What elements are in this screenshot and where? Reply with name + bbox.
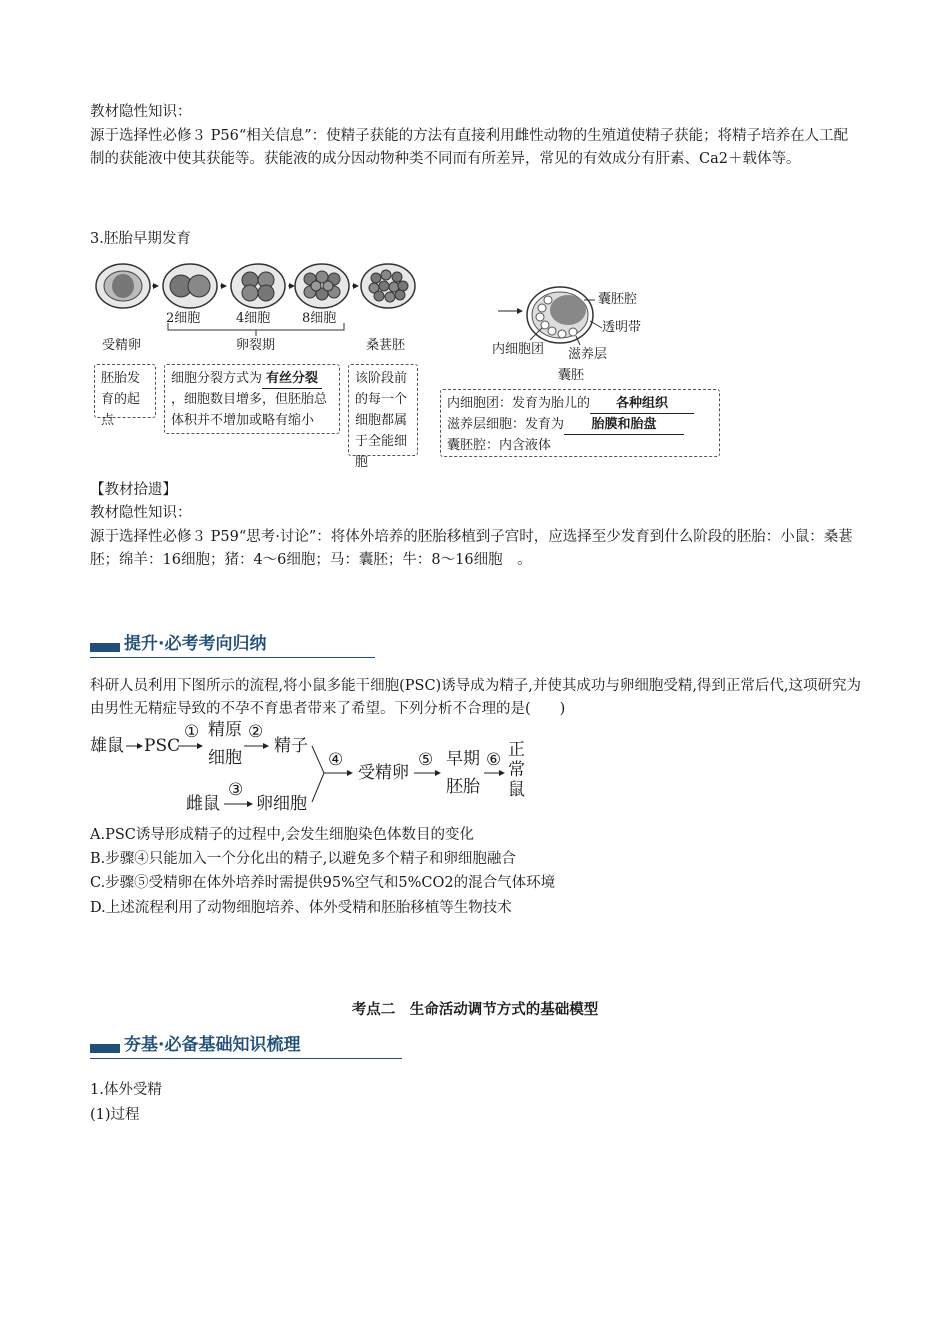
label-4-cell: 4细胞 [236, 311, 271, 326]
blasto-line3: 囊胚腔：内含液体 [447, 438, 552, 453]
flow-step-2: ② [248, 722, 264, 742]
label-cleavage: 卵裂期 [236, 338, 276, 353]
label-zona-pellucida: 透明带 [602, 320, 642, 335]
banner-improve-text: 提升·必考考向归纳 [124, 634, 267, 654]
flow-egg-cell: 卵细胞 [256, 794, 307, 814]
box-morula-text: 该阶段前的每一个细胞都属于全能细胞 [355, 371, 408, 470]
label-2-cell: 2细胞 [166, 311, 201, 326]
option-b: B.步骤④只能加入一个分化出的精子,以避免多个精子和卵细胞融合 [90, 851, 516, 867]
question-stem: 科研人员利用下图所示的流程,将小鼠多能干细胞(PSC)诱导成为精子,并使其成功与卵细胞受精,得到正常后代,这项研究为由男性无精症导致的不孕不育患者带来了希望。下列分析不合理的是( ) [90, 678, 862, 717]
flow-zygote: 受精卵 [358, 763, 409, 783]
flow-step-6: ⑥ [486, 750, 502, 770]
box-cleavage [164, 364, 340, 434]
textbook-supplement-title: 【教材拾遗】 [90, 482, 177, 498]
answer-mitosis: 有丝分裂 [262, 370, 322, 389]
answer-tissues: 各种组织 [590, 395, 694, 414]
flow-diagram [90, 718, 530, 818]
label-blastocoel: 囊胚腔 [598, 292, 638, 307]
option-a: A.PSC诱导形成精子的过程中,会发生细胞染色体数目的变化 [90, 827, 474, 843]
banner-foundation-text: 夯基·必备基础知识梳理 [124, 1035, 301, 1055]
heading-embryo-development: 3.胚胎早期发育 [90, 231, 191, 247]
hidden-knowledge-label: 教材隐性知识： [90, 104, 192, 120]
embryo-development-diagram [90, 258, 730, 468]
flow-spermatogonia-2: 细胞 [208, 748, 242, 768]
hidden-knowledge-label-2: 教材隐性知识： [90, 505, 192, 521]
label-fertilized-egg: 受精卵 [102, 338, 142, 353]
flow-step-1: ① [184, 722, 200, 742]
item-ivf-process: (1)过程 [90, 1107, 140, 1123]
answer-membranes-placenta: 胎膜和胎盘 [564, 416, 684, 435]
flow-step-4: ④ [328, 750, 344, 770]
section-title: 考点二 生命活动调节方式的基础模型 [351, 1001, 599, 1018]
item-ivf: 1.体外受精 [90, 1082, 162, 1098]
hidden-knowledge-paragraph: 源于选择性必修３ P56“相关信息”：使精子获能的方法有直接利用雌性动物的生殖道使精子获能；将精子培养在人工配制的获能液中使其获能等。获能液的成分因动物种类不同而有所差异，常见的有效成分有肝素、Ca2＋载体等。 [90, 128, 849, 167]
flow-female-mouse: 雌鼠 [186, 794, 220, 814]
banner-foundation [90, 1033, 402, 1059]
label-trophoblast: 滋养层 [568, 347, 608, 362]
box-cleavage-prefix: 细胞分裂方式为 [171, 371, 263, 386]
option-d: D.上述流程利用了动物细胞培养、体外受精和胚胎移植等生物技术 [90, 900, 512, 916]
flow-psc: PSC [144, 736, 181, 756]
flow-male-mouse: 雄鼠 [90, 736, 124, 756]
box-cleavage-suffix: ，细胞数目增多，但胚胎总体积并不增加或略有缩小 [171, 392, 328, 428]
flow-step-3: ③ [228, 780, 244, 800]
hidden-knowledge-paragraph-2: 源于选择性必修３ P59“思考·讨论”：将体外培养的胚胎移植到子宫时，应选择至少发育到什么阶段的胚胎：小鼠：桑葚胚；绵羊：16细胞；猪：4～6细胞；马：囊胚；牛：8～16细胞 。 [90, 529, 853, 568]
flow-step-5: ⑤ [418, 750, 434, 770]
flow-early-embryo-2: 胚胎 [446, 777, 480, 797]
flow-spermatogonia-1: 精原 [208, 720, 242, 740]
flow-normal-mouse: 正常鼠 [508, 740, 525, 800]
box-morula [348, 364, 418, 470]
box-embryo-origin [94, 364, 156, 428]
label-morula: 桑葚胚 [366, 338, 406, 353]
blasto-line1-prefix: 内细胞团：发育为胎儿的 [447, 396, 591, 411]
option-c: C.步骤⑤受精卵在体外培养时需提供95%空气和5%CO2的混合气体环境 [90, 875, 556, 891]
label-8-cell: 8细胞 [302, 311, 337, 326]
flow-early-embryo-1: 早期 [446, 749, 480, 769]
label-blastocyst: 囊胚 [558, 368, 585, 383]
label-inner-cell-mass: 内细胞团 [492, 342, 545, 357]
blasto-line2-prefix: 滋养层细胞：发育为 [447, 417, 565, 432]
box-blastocyst [440, 389, 720, 457]
box-embryo-origin-text: 胚胎发育的起点 [101, 371, 141, 428]
flow-sperm: 精子 [274, 736, 308, 756]
banner-improve [90, 632, 375, 658]
